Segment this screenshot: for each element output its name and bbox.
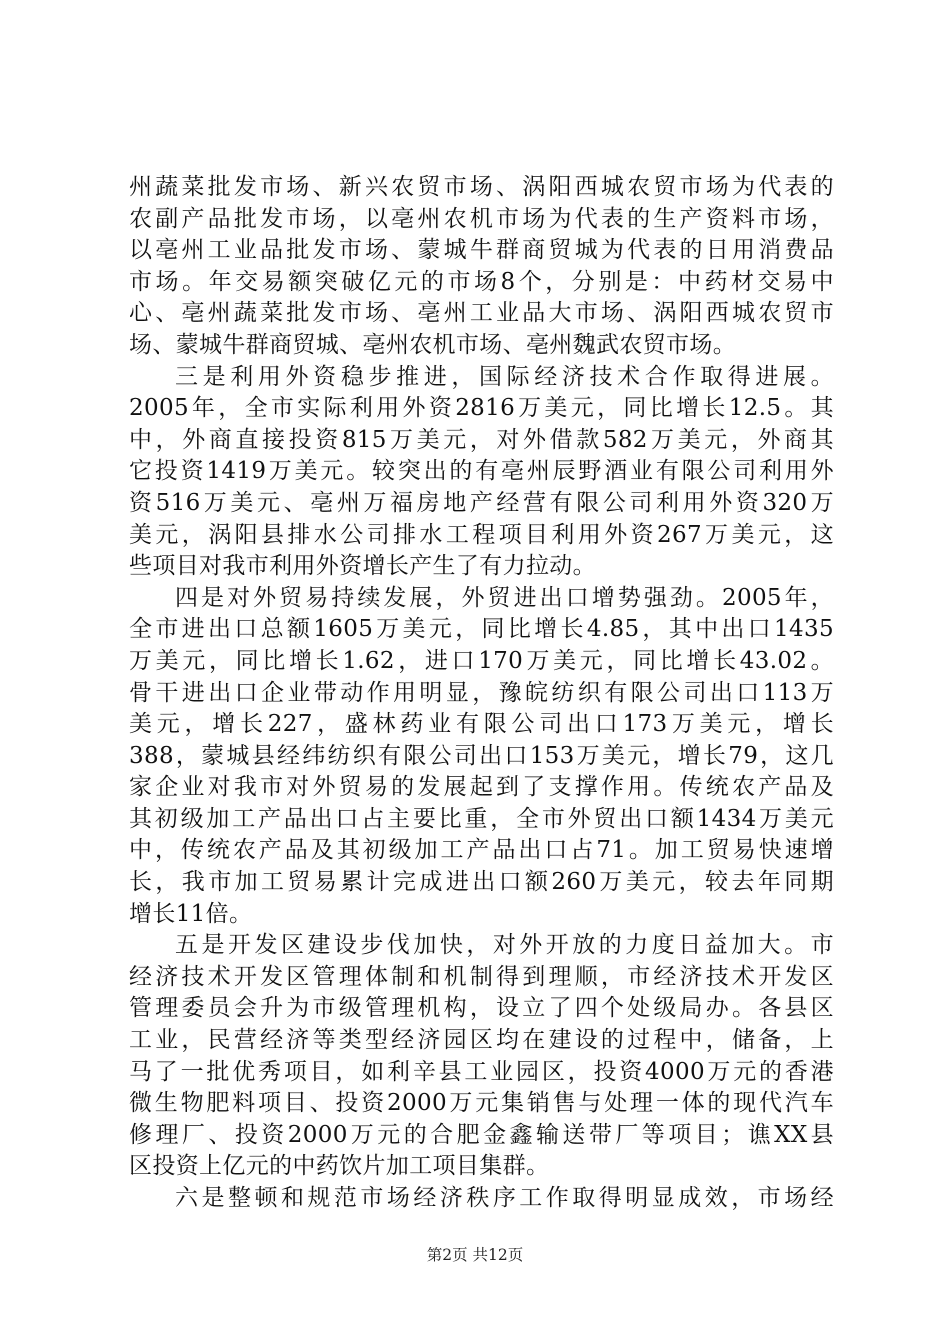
- text-line: 它投资1419万美元。较突出的有亳州辰野酒业有限公司利用外: [129, 458, 834, 485]
- text-line: 三是利用外资稳步推进，国际经济技术合作取得进展。: [175, 363, 834, 390]
- text-line: 美元，增长227，盛林药业有限公司出口173万美元，增长: [129, 711, 834, 738]
- text-line: 2005年，全市实际利用外资2816万美元，同比增长12.5。其: [129, 395, 834, 422]
- text-line: 五是开发区建设步伐加快，对外开放的力度日益加大。市: [175, 932, 834, 959]
- text-line: 388，蒙城县经纬纺织有限公司出口153万美元，增长79，这几: [129, 742, 834, 769]
- text-line: 骨干进出口企业带动作用明显，豫皖纺织有限公司出口113万: [129, 679, 834, 706]
- text-line: 美元，涡阳县排水公司排水工程项目利用外资267万美元，这: [129, 521, 834, 548]
- text-line: 农副产品批发市场，以亳州农机市场为代表的生产资料市场，: [129, 205, 834, 232]
- text-line: 管理委员会升为市级管理机构，设立了四个处级局办。各县区: [129, 995, 834, 1022]
- text-line: 工业，民营经济等类型经济园区均在建设的过程中，储备，上: [129, 1027, 834, 1054]
- body-text: [129, 172, 834, 1215]
- text-line: 长，我市加工贸易累计完成进出口额260万美元，较去年同期: [129, 869, 834, 896]
- text-line: 以亳州工业品批发市场、蒙城牛群商贸城为代表的日用消费品: [129, 237, 834, 264]
- text-line: 六是整顿和规范市场经济秩序工作取得明显成效，市场经: [175, 1185, 834, 1211]
- text-line: 其初级加工产品出口占主要比重，全市外贸出口额1434万美元: [129, 805, 834, 832]
- text-line: 经济技术开发区管理体制和机制得到理顺，市经济技术开发区: [129, 963, 834, 990]
- text-line: 万美元，同比增长1.62，进口170万美元，同比增长43.02。: [129, 647, 834, 674]
- text-line: 市场。年交易额突破亿元的市场8个，分别是：中药材交易中: [129, 268, 834, 295]
- page-footer: 第2页 共12页: [426, 1246, 524, 1264]
- text-line: 区投资上亿元的中药饮片加工项目集群。: [129, 1153, 550, 1180]
- text-line: 心、亳州蔬菜批发市场、亳州工业品大市场、涡阳西城农贸市: [129, 300, 834, 327]
- text-line: 州蔬菜批发市场、新兴农贸市场、涡阳西城农贸市场为代表的: [129, 174, 834, 200]
- text-line: 中，传统农产品及其初级加工产品出口占71。加工贸易快速增: [129, 837, 834, 864]
- text-line: 场、蒙城牛群商贸城、亳州农机市场、亳州魏武农贸市场。: [129, 331, 737, 358]
- text-line: 微生物肥料项目、投资2000万元集销售与处理一体的现代汽车: [129, 1090, 834, 1117]
- text-line: 四是对外贸易持续发展，外贸进出口增势强劲。2005年，: [175, 584, 834, 611]
- text-line: 些项目对我市利用外资增长产生了有力拉动。: [129, 553, 596, 580]
- text-line: 家企业对我市对外贸易的发展起到了支撑作用。传统农产品及: [129, 774, 834, 801]
- text-line: 修理厂、投资2000万元的合肥金鑫输送带厂等项目；谯XX县: [129, 1121, 834, 1148]
- text-line: 全市进出口总额1605万美元，同比增长4.85，其中出口1435: [129, 616, 834, 643]
- text-line: 增长11倍。: [129, 900, 253, 927]
- text-line: 马了一批优秀项目，如利辛县工业园区，投资4000万元的香港: [129, 1058, 834, 1085]
- text-line: 资516万美元、亳州万福房地产经营有限公司利用外资320万: [129, 489, 834, 516]
- text-line: 中，外商直接投资815万美元，对外借款582万美元，外商其: [129, 426, 834, 453]
